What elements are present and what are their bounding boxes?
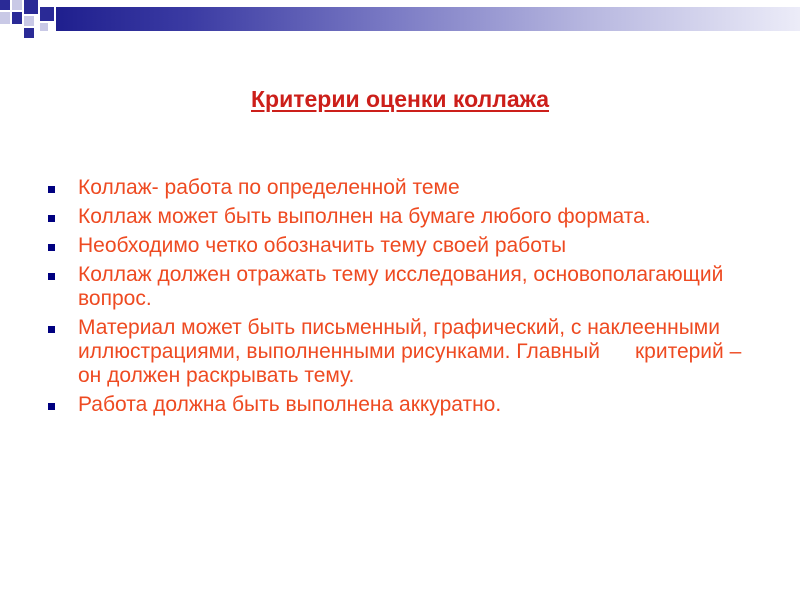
list-item-text: Работа должна быть выполнена аккуратно. <box>78 393 502 416</box>
decor-square <box>12 0 22 10</box>
criteria-list <box>46 176 746 422</box>
decor-square <box>40 23 48 31</box>
list-item-text: Коллаж должен отражать тему исследования, основополагающий вопрос. <box>78 263 724 310</box>
list-item-text: Коллаж может быть выполнен на бумаге любого формата. <box>78 205 651 228</box>
decor-square <box>24 28 34 38</box>
square-bullet-icon <box>48 215 55 222</box>
decor-square <box>0 12 10 24</box>
decor-square <box>12 12 22 24</box>
list-item-text: Необходимо четко обозначить тему своей работы <box>78 234 567 257</box>
list-item <box>46 263 746 311</box>
header-gradient-bar <box>56 7 800 31</box>
list-item <box>46 393 746 417</box>
list-item <box>46 234 746 258</box>
list-item-text: Коллаж- работа по определенной теме <box>78 176 460 199</box>
header-decoration <box>0 0 800 48</box>
square-bullet-icon <box>48 244 55 251</box>
list-item <box>46 176 746 200</box>
square-bullet-icon <box>48 186 55 193</box>
decor-square <box>24 0 38 14</box>
slide-title: Критерии оценки коллажа <box>251 86 549 112</box>
decor-square <box>40 7 54 21</box>
list-item <box>46 316 746 388</box>
decor-square <box>24 16 34 26</box>
decor-square <box>0 0 10 10</box>
square-bullet-icon <box>48 403 55 410</box>
square-bullet-icon <box>48 326 55 333</box>
list-item <box>46 205 746 229</box>
list-item-text: Материал может быть письменный, графический, с наклеенными иллюстрациями, выполненными рисунками. Главный критерий – он должен раскрывать тему. <box>78 316 748 387</box>
square-bullet-icon <box>48 273 55 280</box>
